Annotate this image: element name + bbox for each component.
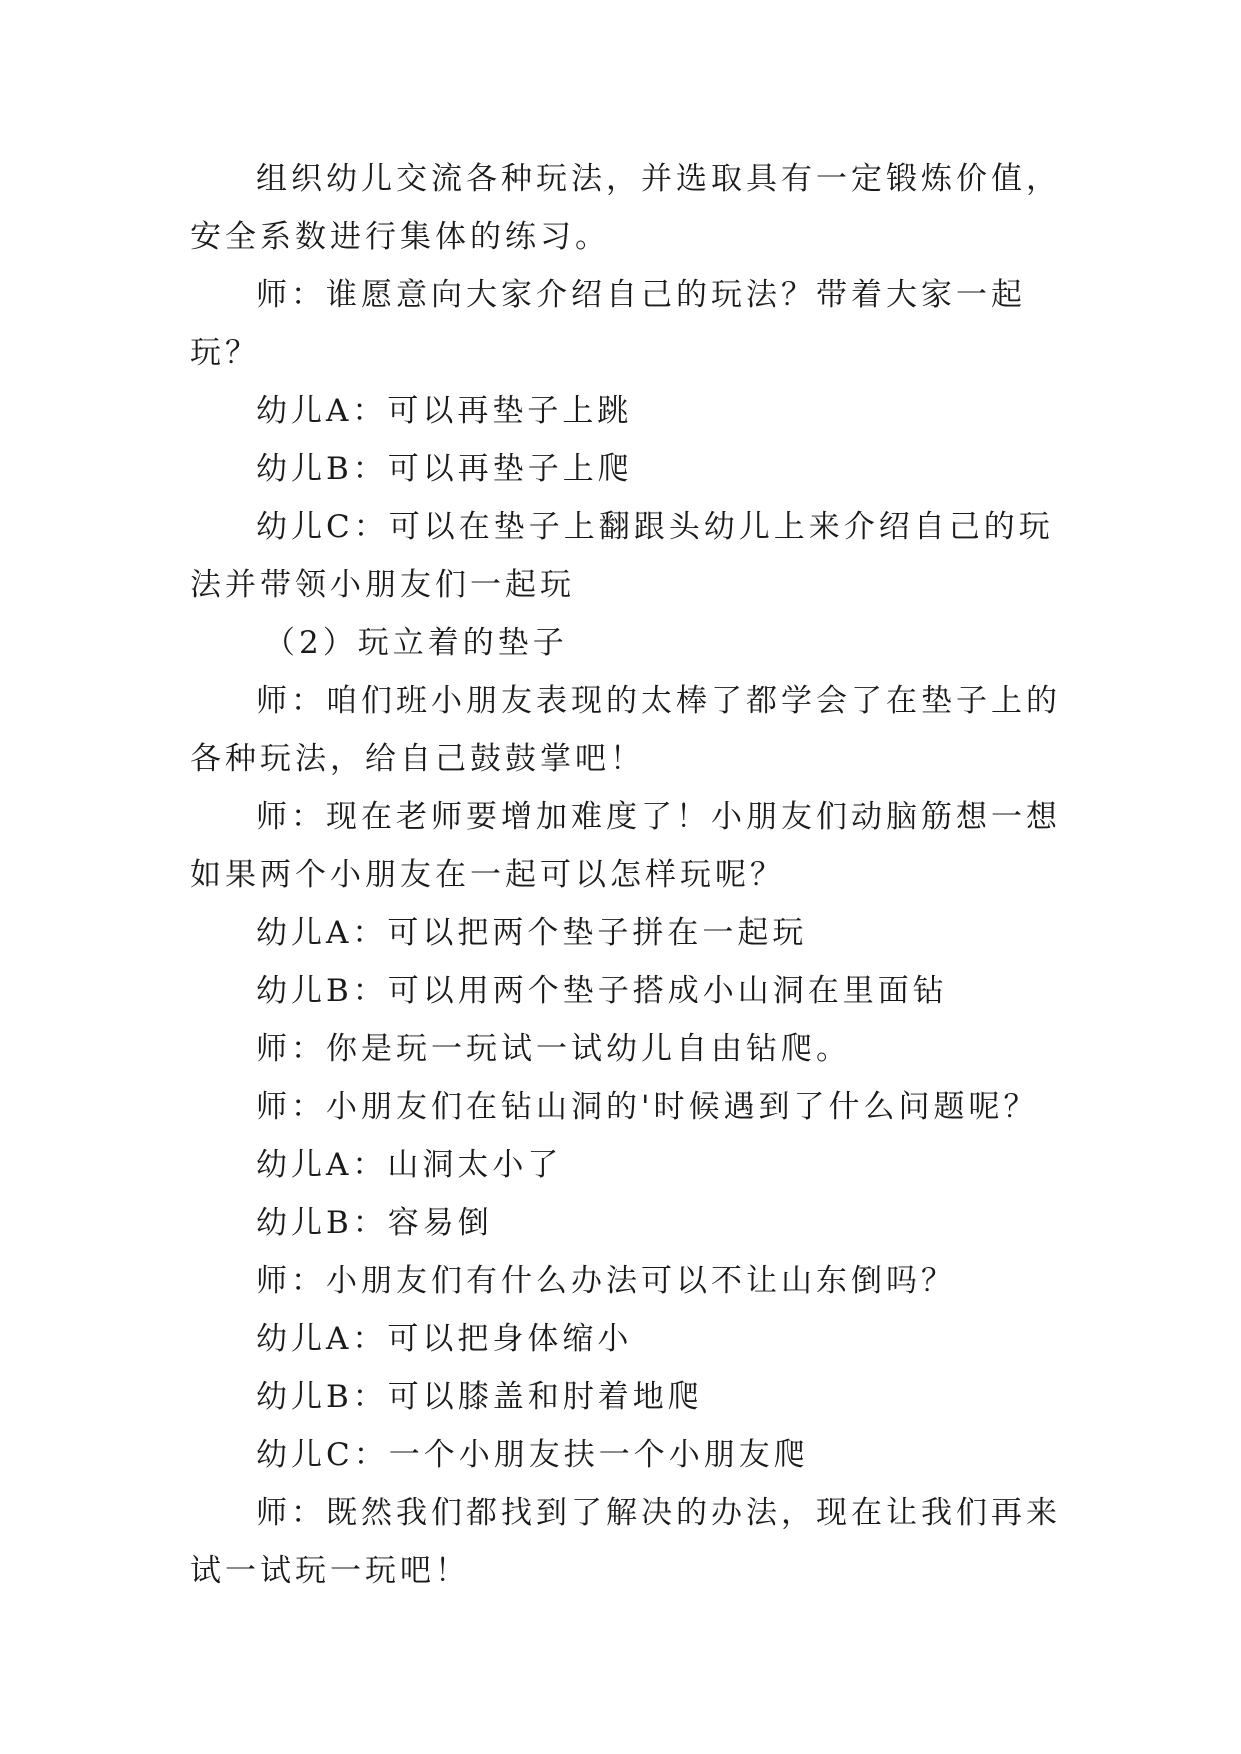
paragraph-child-b: 幼儿B：可以再垫子上爬	[256, 451, 633, 487]
paragraph-child-a: 幼儿A：可以把两个垫子拼在一起玩	[256, 915, 808, 951]
document-body	[190, 150, 1070, 1600]
paragraph-intro: 组织幼儿交流各种玩法，并选取具有一定锻炼价值，安全系数进行集体的练习。	[190, 161, 1061, 255]
paragraph-teacher-challenge: 师：现在老师要增加难度了！小朋友们动脑筋想一想如果两个小朋友在一起可以怎样玩呢？	[190, 799, 1061, 893]
paragraph-child-a: 幼儿A：可以再垫子上跳	[256, 393, 633, 429]
paragraph-child-a: 幼儿A：山洞太小了	[256, 1147, 563, 1183]
paragraph-teacher-try: 师：你是玩一玩试一试幼儿自由钻爬。	[256, 1031, 851, 1067]
paragraph-teacher-question: 师：谁愿意向大家介绍自己的玩法？带着大家一起玩？	[190, 277, 1026, 371]
paragraph-child-a: 幼儿A：可以把身体缩小	[256, 1321, 633, 1357]
paragraph-teacher-problem: 师：小朋友们在钻山洞的'时候遇到了什么问题呢？	[256, 1089, 1039, 1125]
paragraph-child-c: 幼儿C：一个小朋友扶一个小朋友爬	[256, 1437, 809, 1473]
paragraph-child-b: 幼儿B：容易倒	[256, 1205, 493, 1241]
paragraph-child-c: 幼儿C：可以在垫子上翻跟头幼儿上来介绍自己的玩法并带领小朋友们一起玩	[190, 509, 1054, 603]
paragraph-teacher-closing: 师：既然我们都找到了解决的办法，现在让我们再来试一试玩一玩吧！	[190, 1495, 1061, 1589]
paragraph-teacher-solution-question: 师：小朋友们有什么办法可以不让山东倒吗？	[256, 1263, 956, 1299]
section-heading: （2）玩立着的垫子	[264, 625, 568, 661]
paragraph-child-b: 幼儿B：可以用两个垫子搭成小山洞在里面钻	[256, 973, 948, 1009]
paragraph-child-b: 幼儿B：可以膝盖和肘着地爬	[256, 1379, 703, 1415]
paragraph-teacher-praise: 师：咱们班小朋友表现的太棒了都学会了在垫子上的各种玩法，给自己鼓鼓掌吧！	[190, 683, 1061, 777]
